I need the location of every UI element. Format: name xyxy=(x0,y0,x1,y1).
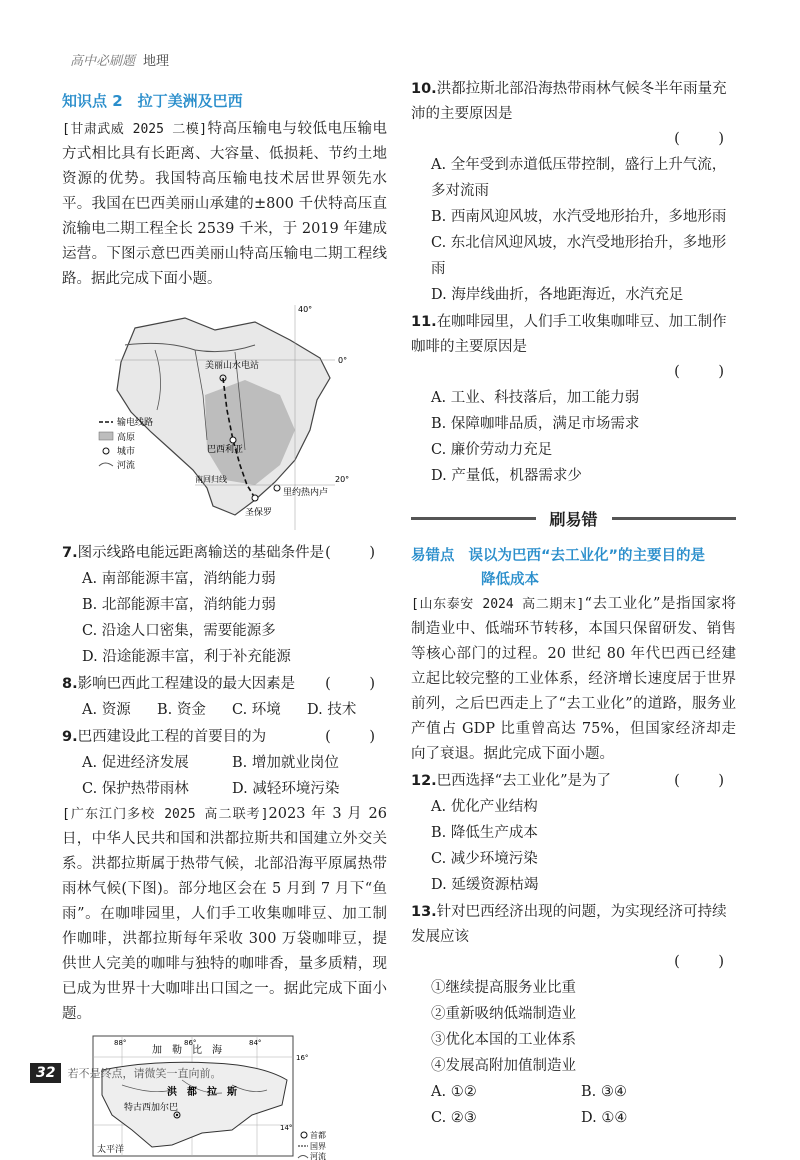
q7-option-c[interactable]: C. 沿途人口密集，需要能源多 xyxy=(82,623,276,639)
question-11: 11.在咖啡园里，人们手工收集咖啡豆、加工制作咖啡的主要原因是 ( ) xyxy=(411,314,736,380)
left-column xyxy=(62,90,387,1160)
page-number: 32 xyxy=(30,1063,61,1083)
label-tropic: 南回归线 xyxy=(194,475,227,484)
q13-item-2: ②重新吸纳低端制造业 xyxy=(431,1006,576,1022)
q13-item-4: ④发展高附加值制造业 xyxy=(431,1058,576,1074)
q8-option-d[interactable]: D. 技术 xyxy=(307,702,357,718)
subject-label: 地理 xyxy=(143,54,170,69)
label-brasilia: 巴西利亚 xyxy=(206,445,243,455)
passage-1: [甘肃武威 2025 二模]特高压输电与较低电压输电方式相比具有长距离、大容量、低损耗、节约土地资源的优势。我国特高压输电技术居世界领先水平。我国在巴西美丽山承建的±800 千伏特高压直流输电二期工程全长 2539 千米，于 2019 年建成运营。下图示意巴西美丽山特高压输电二期工程线路。据此完成下面小题。 xyxy=(62,121,387,287)
map2-legend xyxy=(298,1130,326,1160)
label-station: 美丽山水电站 xyxy=(204,361,259,371)
error-point-title: 易错点 误以为巴西“去工业化”的主要目的是 降低成本 xyxy=(411,548,706,588)
q9-option-a[interactable]: A. 促进经济发展 xyxy=(82,755,189,771)
q13-item-1: ①继续提高服务业比重 xyxy=(431,980,576,996)
q13-option-c[interactable]: C. ②③ xyxy=(431,1110,477,1126)
right-column xyxy=(411,75,736,1131)
svg-text:高原: 高原 xyxy=(116,433,135,443)
q10-option-c[interactable]: C. 东北信风迎风坡，水汽受地形抬升，多地形雨 xyxy=(431,235,727,277)
q10-option-d[interactable]: D. 海岸线曲折，各地距海近，水汽充足 xyxy=(431,287,684,303)
label-capital: 特古西加尔巴 xyxy=(124,1103,179,1113)
q13-option-a[interactable]: A. ①② xyxy=(431,1084,477,1100)
svg-text:输电线路: 输电线路 xyxy=(116,418,153,428)
svg-text:国界: 国界 xyxy=(310,1142,326,1151)
q7-option-b[interactable]: B. 北部能源丰富，消纳能力弱 xyxy=(82,597,276,613)
book-title: 高中必刷题 xyxy=(70,54,136,69)
label-honduras: 洪 都 拉 斯 xyxy=(167,1087,237,1098)
q7-option-d[interactable]: D. 沿途能源丰富，利于补充能源 xyxy=(82,649,291,665)
q10-option-b[interactable]: B. 西南风迎风坡，水汽受地形抬升，多地形雨 xyxy=(431,209,727,225)
q12-option-d[interactable]: D. 延缓资源枯竭 xyxy=(431,877,539,893)
q12-option-c[interactable]: C. 减少环境污染 xyxy=(431,851,538,867)
label-rio: 里约热内卢 xyxy=(282,488,328,498)
svg-text:86°: 86° xyxy=(184,1039,197,1047)
question-9: 9.巴西建设此工程的首要目的为 ( ) xyxy=(62,729,387,745)
q9-options xyxy=(62,750,387,802)
honduras-map xyxy=(92,1035,337,1160)
q12-option-a[interactable]: A. 优化产业结构 xyxy=(431,799,538,815)
svg-text:14°: 14° xyxy=(280,1124,293,1132)
q13-options xyxy=(411,1079,736,1131)
q11-option-b[interactable]: B. 保障咖啡品质，满足市场需求 xyxy=(431,416,640,432)
svg-text:84°: 84° xyxy=(249,1039,262,1047)
lat-20: 20° xyxy=(334,475,349,484)
label-saopaulo: 圣保罗 xyxy=(244,508,272,518)
page-header xyxy=(70,50,169,69)
label-caribbean: 加 勒 比 海 xyxy=(152,1045,222,1056)
question-8: 8.影响巴西此工程建设的最大因素是 ( ) xyxy=(62,676,387,692)
q9-option-d[interactable]: D. 减轻环境污染 xyxy=(232,781,340,797)
q10-option-a[interactable]: A. 全年受到赤道低压带控制，盛行上升气流，多对流雨 xyxy=(431,157,727,199)
svg-text:城市: 城市 xyxy=(116,447,135,457)
q8-option-a[interactable]: A. 资源 xyxy=(82,702,131,718)
svg-text:88°: 88° xyxy=(114,1039,127,1047)
question-12: 12.巴西选择“去工业化”是为了 ( ) xyxy=(411,773,736,789)
passage-2: [广东江门多校 2025 高二联考]2023 年 3 月 26 日，中华人民共和国和洪都拉斯共和国建立外交关系。洪都拉斯属于热带气候，北部沿海平原属热带雨林气候(下图)。部分地区会在 5 月到 7 月下“鱼雨”。在咖啡园里，人们手工收集咖啡豆、加工制作咖啡，洪都拉斯每年采收 300 万袋咖啡豆，提供世人完美的咖啡与独特的咖啡香，量多质精，现已成为世界十大咖啡出口国之一。据此完成下面小题。 xyxy=(62,806,387,1022)
q13-item-3: ③优化本国的工业体系 xyxy=(431,1032,576,1048)
q11-option-c[interactable]: C. 廉价劳动力充足 xyxy=(431,442,553,458)
lon-40: 40° xyxy=(297,305,312,314)
svg-text:河流: 河流 xyxy=(310,1152,326,1160)
label-pacific: 太平洋 xyxy=(97,1145,125,1155)
svg-text:河流: 河流 xyxy=(116,461,135,471)
q8-option-c[interactable]: C. 环境 xyxy=(232,702,281,718)
error-section-bar xyxy=(411,507,736,530)
q8-options xyxy=(62,697,387,723)
q11-option-d[interactable]: D. 产量低，机器需求少 xyxy=(431,468,582,484)
question-13: 13.针对巴西经济出现的问题，为实现经济可持续发展应该 ( ) xyxy=(411,904,736,970)
q12-option-b[interactable]: B. 降低生产成本 xyxy=(431,825,538,841)
q9-option-c[interactable]: C. 保护热带雨林 xyxy=(82,781,189,797)
q13-option-d[interactable]: D. ①④ xyxy=(581,1110,628,1126)
q7-option-a[interactable]: A. 南部能源丰富，消纳能力弱 xyxy=(82,571,276,587)
page-footer xyxy=(30,1063,221,1083)
q11-option-a[interactable]: A. 工业、科技落后，加工能力弱 xyxy=(431,390,640,406)
map1-legend xyxy=(99,416,153,471)
svg-text:首都: 首都 xyxy=(310,1131,326,1140)
section-title: 知识点 2 拉丁美洲及巴西 xyxy=(62,92,243,110)
footer-motto: 若不是终点，请微笑一直向前。 xyxy=(67,1067,222,1080)
passage-3: [山东泰安 2024 高二期末]“去工业化”是指国家将制造业中、低端环节转移，本国只保留研发、销售等核心部门的过程。20 世纪 80 年代巴西已经建立起比较完整的工业体系，经济增长速度居于世界前列，之后巴西走上了“去工业化”的道路，服务业产值占 GDP 比重曾高达 75%，但国家经济却走向了衰退。据此完成下面小题。 xyxy=(411,596,736,762)
q8-option-b[interactable]: B. 资金 xyxy=(157,702,206,718)
brazil-transmission-map xyxy=(95,300,355,535)
lat-0: 0° xyxy=(337,356,347,365)
svg-text:16°: 16° xyxy=(296,1054,309,1062)
q9-option-b[interactable]: B. 增加就业岗位 xyxy=(232,755,339,771)
question-7: 7.图示线路电能远距离输送的基础条件是 ( ) xyxy=(62,545,387,561)
q13-option-b[interactable]: B. ③④ xyxy=(581,1084,627,1100)
question-10: 10.洪都拉斯北部沿海热带雨林气候冬半年雨量充沛的主要原因是 ( ) xyxy=(411,81,736,147)
error-section-title: 刷易错 xyxy=(549,510,598,529)
